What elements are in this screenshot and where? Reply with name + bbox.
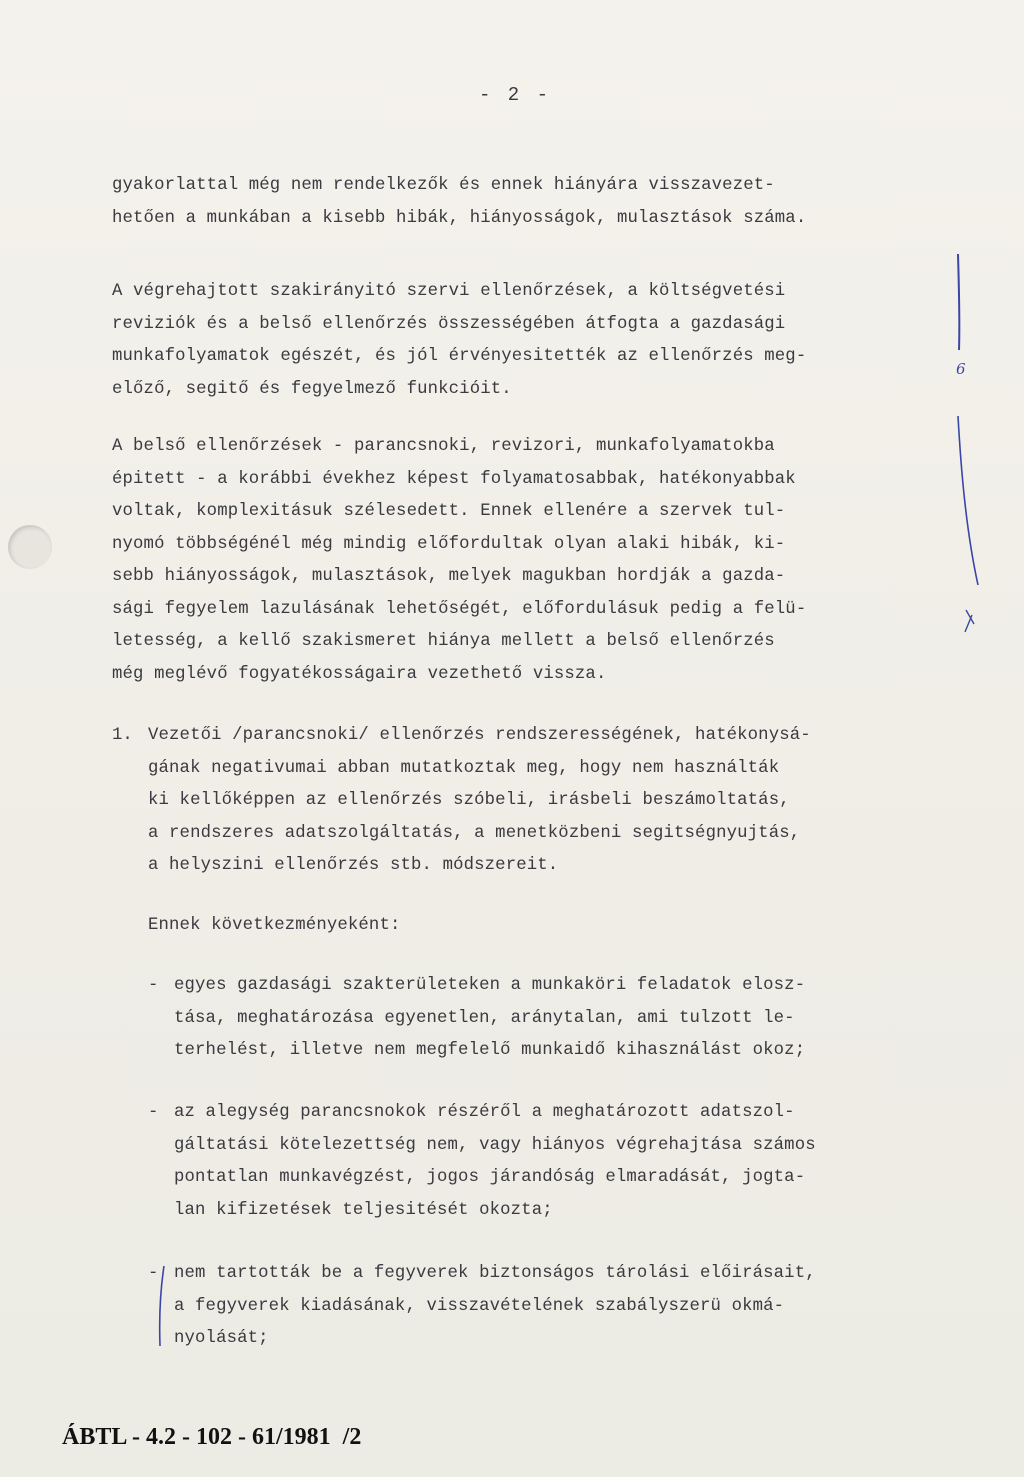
- text-line: terhelést, illetve nem megfelelő munkaidő kihasználást okoz;: [174, 1041, 806, 1060]
- text-line: nyolását;: [174, 1329, 269, 1348]
- text-line: gyakorlattal még nem rendelkezők és ennek hiányára visszavezet-: [112, 176, 775, 195]
- text-line: A belső ellenőrzések - parancsnoki, revizori, munkafolyamatokba: [112, 437, 775, 456]
- margin-note: 6: [956, 360, 966, 378]
- punch-hole: [8, 525, 52, 569]
- paragraph-2: [112, 431, 806, 691]
- margin-bracket-mark: [950, 410, 990, 640]
- item-number: 1.: [112, 726, 133, 745]
- text-line: sági fegyelem lazulásának lehetőségét, előfordulásuk pedig a felü-: [112, 599, 807, 619]
- consequence-lead: [148, 910, 401, 943]
- text-line: letesség, a kellő szakismeret hiánya mellett a belső ellenőrzés: [112, 632, 775, 651]
- text-line: hetően a munkában a kisebb hibák, hiányosságok, mulasztások száma.: [112, 208, 807, 228]
- bullet-dash: -: [148, 1264, 159, 1283]
- text-line: egyes gazdasági szakterületeken a munkaköri feladatok elosz-: [174, 976, 806, 995]
- archive-stamp: ÁBTL - 4.2 - 102 - 61/1981 /2: [62, 1424, 362, 1450]
- text-line: még meglévő fogyatékosságaira vezethető vissza.: [112, 664, 607, 684]
- text-line: nyomó többségénél még mindig előfordultak olyan alaki hibák, ki-: [112, 534, 786, 554]
- text-line: lan kifizetések teljesitését okozta;: [174, 1200, 553, 1220]
- text-line: Ennek következményeként:: [148, 916, 401, 935]
- text-line: a helyszini ellenőrzés stb. módszereit.: [148, 856, 559, 875]
- page-number: - 2 -: [478, 84, 551, 106]
- text-line: a rendszeres adatszolgáltatás, a menetközbeni segitségnyujtás,: [148, 823, 801, 843]
- margin-bracket-mark: [150, 1262, 170, 1352]
- text-line: nem tartották be a fegyverek biztonságos tárolási előirásait,: [174, 1264, 816, 1283]
- text-line: gáltatási kötelezettség nem, vagy hiányos végrehajtása számos: [174, 1135, 816, 1155]
- text-line: a fegyverek kiadásának, visszavételének szabályszerü okmá-: [174, 1296, 785, 1316]
- text-line: az alegység parancsnokok részéről a meghatározott adatszol-: [174, 1103, 795, 1122]
- paragraph-1: [112, 276, 806, 406]
- text-line: A végrehajtott szakirányitó szervi ellenőrzések, a költségvetési: [112, 282, 786, 301]
- text-line: voltak, komplexitásuk szélesedett. Ennek ellenére a szervek tul-: [112, 502, 786, 521]
- text-line: tása, meghatározása egyenetlen, aránytalan, ami tulzott le-: [174, 1008, 795, 1028]
- text-line: munkafolyamatok egészét, és jól érvényesitették az ellenőrzés meg-: [112, 347, 807, 366]
- text-line: előző, segitő és fegyelmező funkcióit.: [112, 379, 512, 399]
- bullet-dash: -: [148, 1103, 159, 1122]
- bullet-text: [174, 970, 805, 1068]
- text-line: pontatlan munkavégzést, jogos járandóság elmaradását, jogta-: [174, 1168, 806, 1187]
- text-line: épitett - a korábbi évekhez képest folyamatosabbak, hatékonyabbak: [112, 469, 796, 489]
- bullet-text: [174, 1097, 816, 1227]
- text-line: reviziók és a belső ellenőrzés összességében átfogta a gazdasági: [112, 314, 786, 334]
- bullet-text: [174, 1258, 816, 1356]
- text-line: sebb hiányosságok, mulasztások, melyek magukban hordják a gazda-: [112, 567, 786, 586]
- paragraph-0: [112, 170, 806, 235]
- text-line: ki kellőképpen az ellenőrzés szóbeli, irásbeli beszámoltatás,: [148, 791, 790, 810]
- bullet-dash: -: [148, 976, 159, 995]
- text-line: gának negativumai abban mutatkoztak meg, hogy nem használták: [148, 758, 780, 778]
- item-body: [148, 720, 811, 883]
- text-line: Vezetői /parancsnoki/ ellenőrzés rendszerességének, hatékonysá-: [148, 726, 811, 745]
